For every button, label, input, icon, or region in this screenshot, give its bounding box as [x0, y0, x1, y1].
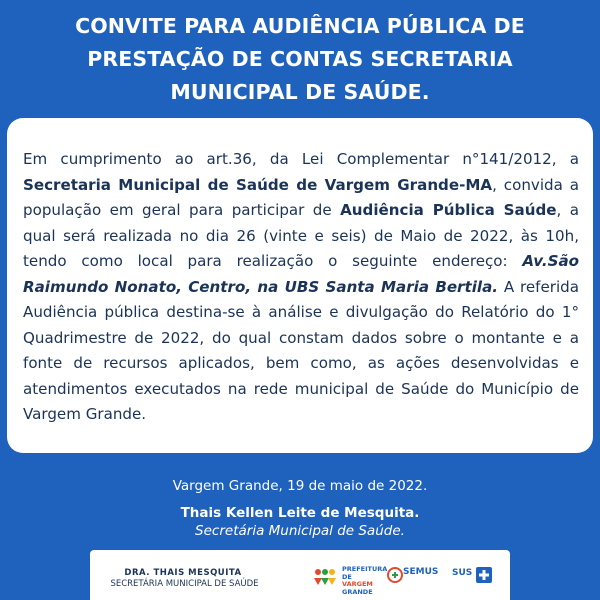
date-line: Vargem Grande, 19 de maio de 2022.: [172, 478, 428, 494]
sus-logo-text: SUS: [452, 568, 473, 578]
footer-bar: [90, 550, 510, 600]
footer-name: DRA. THAIS MESQUITA: [124, 568, 242, 578]
body-text-1: Em cumprimento ao art.36, da Lei Complementar n°141/2012, a: [23, 150, 579, 168]
body-text-4: A referida Audiência pública destina-se à análise e divulgação do Relatório do 1° Quadrimestre de 2022, do qual constam dados sobre o montante e a fonte de recursos aplicados, bem como, as ações desenvolvidas e atendimentos executados na rede municipal de Saúde do Município de Vargem Grande.: [23, 277, 580, 423]
body-text-2: , convida a população em geral para participar de: [23, 175, 580, 219]
invitation-text: [23, 147, 579, 428]
prefeitura-logo-text: [342, 565, 388, 596]
body-bold-audiencia: Audiência Pública Saúde: [340, 201, 557, 219]
logo-line-2: VARGEM: [342, 580, 373, 588]
body-text-3: , a qual será realizada no dia 26 (vinte e seis) de Maio de 2022, às 10h, tendo como local para realização o seguinte endereço:: [23, 201, 579, 270]
semus-logo-text: SEMUS: [403, 567, 439, 577]
logo-line-3: GRANDE: [342, 587, 373, 596]
footer-role: SECRETÁRIA MUNICIPAL DE SAÚDE: [110, 579, 259, 589]
signer-role: Secretária Municipal de Saúde.: [195, 523, 405, 539]
logo-line-1: PREFEITURA DE: [342, 565, 388, 581]
body-bold-secretaria: Secretaria Municipal de Saúde de Vargem Grande-MA: [23, 175, 493, 194]
signer-name: Thais Kellen Leite de Mesquita.: [180, 505, 420, 521]
body-bold-italic-address: Av.São Raimundo Nonato, Centro, na UBS Santa Maria Bertila.: [23, 252, 579, 296]
page-title: CONVITE PARA AUDIÊNCIA PÚBLICA DE PRESTAÇÃO DE CONTAS SECRETARIA MUNICIPAL DE SAÚDE.: [75, 14, 525, 104]
